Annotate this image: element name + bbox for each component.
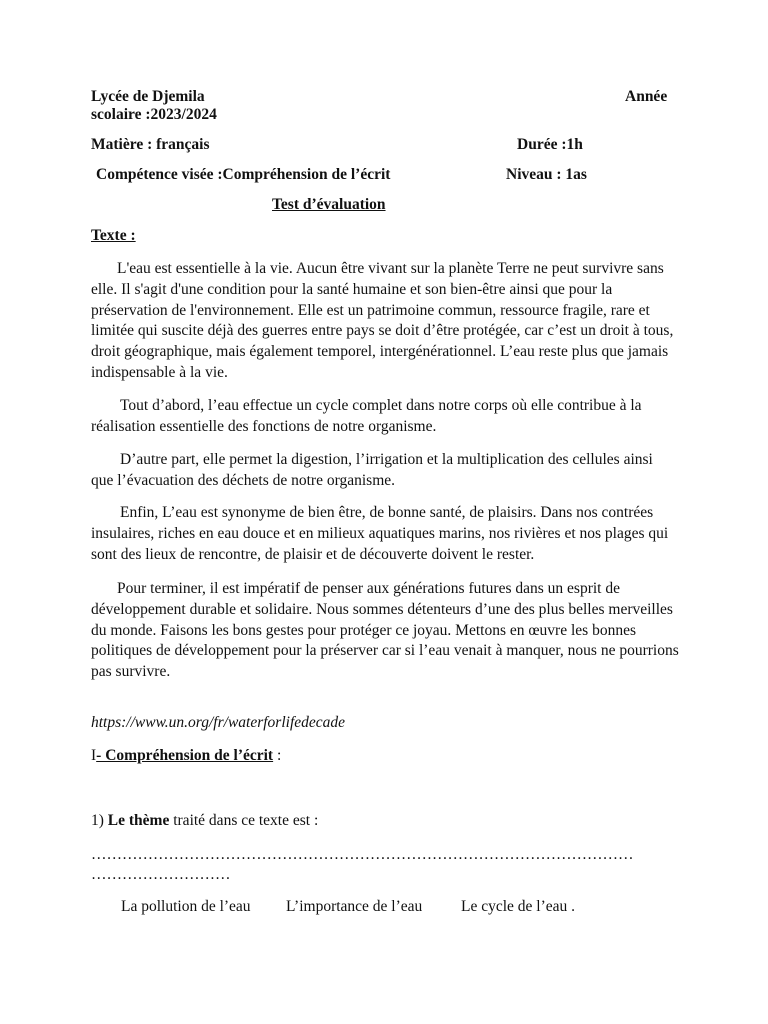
paragraph-3: D’autre part, elle permet la digestion, l’irrigation et la multiplication des cellules ainsi que l’évacuation des déchets de notre organisme. [91,451,653,489]
paragraph-5: Pour terminer, il est impératif de penser aux générations futures dans un esprit de développement durable et solidaire. Nous sommes détenteurs d’une des plus belles merveilles du monde. Faisons les bons gestes pour protéger ce joyau. Mettons en œuvre les bonnes politiques de développement pour la préserver car si l’eau venait à manquer, nous ne pourrions pas survivre. [91,580,679,681]
question-1 [91,812,318,830]
option-importance: L’importance de l’eau [286,898,423,915]
question-1-keyword: Le thème [107,812,170,829]
school-name: Lycée de Djemila [91,88,205,105]
paragraph-4: Enfin, L’eau est synonyme de bien être, de bonne santé, de plaisirs. Dans nos contrées insulaires, riches en eau douce et en milieux aquatiques marins, nos rivières et nos plages qui sont des lieux de rencontre, de plaisir et de découverte doivent le rester. [91,504,669,563]
question-1-number: 1) [91,812,108,829]
paragraph-2: Tout d’abord, l’eau effectue un cycle complet dans notre corps où elle contribue à la réalisation essentielle des fonctions de notre organisme. [91,397,642,435]
test-title: Test d’évaluation [272,196,386,213]
paragraph-1: L'eau est essentielle à la vie. Aucun être vivant sur la planète Terre ne peut survivre sans elle. Il s'agit d'une condition pour la santé humaine et son bien-être ainsi que pour la préservation de l'environnement. Elle est un patrimoine commun, ressource fragile, rare et limitée qui suscite déjà des guerres entre pays se doit d’être protégée, car c’est un droit à tous, droit géographique, mais également temporel, intergénérationnel. L’eau reste plus que jamais indispensable à la vie. [91,260,674,381]
answer-dots-line-1: …………………………………………………………………………………………… [91,846,634,863]
section-title: - Compréhension de l’écrit [96,747,274,764]
option-cycle: Le cycle de l’eau . [461,898,576,915]
section-suffix: : [273,747,282,764]
text-label: Texte : [91,227,136,244]
level: Niveau : 1as [506,166,587,183]
option-pollution: La pollution de l’eau [121,898,251,915]
question-1-text: traité dans ce texte est : [169,812,319,829]
duration: Durée :1h [517,136,583,153]
source-link: https://www.un.org/fr/waterforlifedecade [91,714,346,731]
answer-dots-line-2: ……………………… [91,866,231,883]
section-number: I [91,747,97,764]
subject: Matière : français [91,136,210,153]
section-heading [91,747,281,765]
competence: Compétence visée :Compréhension de l’écrit [96,166,391,183]
school-year-label: Année [625,88,668,105]
school-year-value: scolaire :2023/2024 [91,106,217,123]
